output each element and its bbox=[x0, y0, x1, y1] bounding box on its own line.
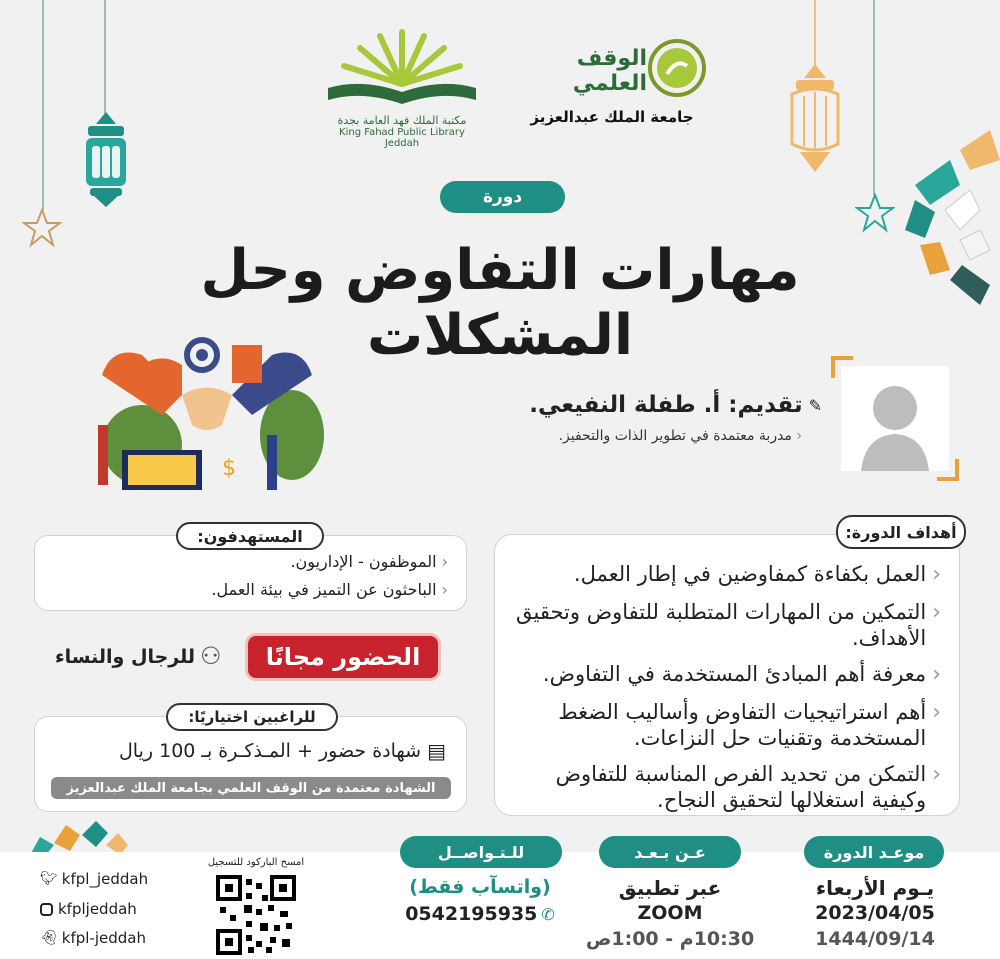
lantern-teal-icon bbox=[80, 112, 132, 207]
twitter-icon: 🐦︎ bbox=[40, 871, 58, 887]
handshake-illustration-icon bbox=[82, 325, 332, 500]
star-string bbox=[42, 0, 44, 210]
remote-app-label: عبر تطبيق bbox=[618, 876, 722, 900]
lantern-string bbox=[814, 0, 816, 68]
social-instagram[interactable]: kfpljeddah bbox=[40, 900, 137, 918]
audience-item: ‹ الموظفون - الإداريون. bbox=[290, 552, 448, 571]
presenter-photo-frame bbox=[831, 356, 959, 481]
svg-text:$: $ bbox=[222, 456, 236, 481]
social-twitter[interactable]: 🐦︎ kfpl_jeddah bbox=[40, 870, 149, 888]
waqf-emblem-icon bbox=[647, 38, 707, 98]
social-snapchat[interactable]: 👻︎ kfpl-jeddah bbox=[40, 929, 146, 947]
star-icon bbox=[22, 208, 62, 248]
presenter-name: تقديم: أ. طفلة النفيعي. bbox=[529, 392, 803, 418]
course-badge: دورة bbox=[440, 181, 565, 213]
qr-code[interactable] bbox=[216, 875, 296, 955]
waqf-logo bbox=[522, 36, 707, 136]
qr-code-icon bbox=[216, 875, 296, 955]
optional-title: للراغبين اختياريًا: bbox=[166, 703, 338, 731]
goal-item: ‹ معرفة أهم المبادئ المستخدمة في التفاوض. bbox=[542, 662, 941, 687]
audience-item: ‹ الباحثون عن التميز في بيئة العمل. bbox=[211, 580, 448, 599]
lantern-string bbox=[104, 0, 106, 118]
snapchat-icon: 👻︎ bbox=[40, 930, 58, 946]
remote-time: 10:30م - 1:00ص bbox=[585, 928, 755, 950]
offer-row bbox=[119, 739, 446, 763]
people-icon: ⚇ bbox=[200, 642, 222, 670]
offer-text: شهادة حضور + المـذكـرة بـ 100 ريال bbox=[119, 740, 422, 762]
waqf-name: الوقف العلمي bbox=[572, 46, 647, 96]
presenter-row bbox=[460, 392, 822, 418]
phone-number[interactable]: 0542195935 bbox=[405, 903, 538, 925]
schedule-day: يـوم الأربعاء bbox=[815, 876, 935, 900]
library-logo bbox=[322, 26, 482, 149]
goals-list bbox=[501, 561, 941, 823]
geometric-pattern-small-icon bbox=[20, 815, 130, 855]
free-attendance-badge: الحضور مجانًا bbox=[248, 636, 438, 678]
avatar bbox=[841, 366, 949, 471]
contact-title: للـتـواصــل bbox=[400, 836, 562, 868]
phone-row[interactable] bbox=[395, 903, 565, 925]
remote-title: عـن بـعـد bbox=[599, 836, 741, 868]
lantern-gold-icon bbox=[786, 64, 844, 174]
instagram-icon bbox=[40, 903, 53, 916]
certificate-icon: ▤ bbox=[427, 739, 446, 763]
star-string bbox=[873, 0, 875, 195]
schedule-date-hijri: 1444/09/14 bbox=[815, 928, 935, 950]
schedule-title: موعـد الدورة bbox=[804, 836, 944, 868]
goal-item: ‹ العمل بكفاءة كمفاوضين في إطار العمل. bbox=[573, 562, 941, 587]
university-name: جامعة الملك عبدالعزيز bbox=[530, 108, 694, 126]
pen-icon: ✎ bbox=[808, 395, 822, 415]
goals-card bbox=[494, 534, 960, 816]
star-teal-icon bbox=[855, 193, 895, 233]
presenter-role: ‹ مدربة معتمدة في تطوير الذات والتحفيز. bbox=[558, 428, 802, 444]
goal-item: ‹ التمكين من المهارات المتطلبة للتفاوض وتحقيق الأهداف. bbox=[516, 600, 941, 650]
certificate-note: الشهادة معتمدة من الوقف العلمي بجامعة الملك عبدالعزيز bbox=[51, 777, 451, 799]
goal-item: ‹ أهم استراتيجيات التفاوض وأساليب الضغط المستخدمة وتقنيات حل النزاعات. bbox=[558, 700, 941, 750]
remote-app: ZOOM bbox=[637, 902, 703, 924]
library-book-icon bbox=[322, 26, 482, 104]
library-name-en: King Fahad Public Library Jeddah bbox=[339, 127, 465, 149]
goal-item: ‹ التمكن من تحديد الفرص المناسبة للتفاوض وكيفية استغلالها لتحقيق النجاح. bbox=[555, 762, 941, 812]
qr-label: امسح الباركود للتسجيل bbox=[207, 857, 305, 868]
whatsapp-icon: ✆ bbox=[541, 904, 555, 924]
page-title: مهارات التفاوض وحل المشكلات bbox=[200, 238, 800, 368]
whatsapp-note: (واتسآب فقط) bbox=[409, 876, 551, 898]
gender-note: للرجال والنساء bbox=[54, 646, 195, 668]
schedule-date-gregorian: 2023/04/05 bbox=[815, 902, 935, 924]
library-name-ar: مكتبة الملك فهد العامة بجدة bbox=[337, 114, 467, 127]
goals-title: أهداف الدورة: bbox=[836, 515, 966, 549]
audience-title: المستهدفون: bbox=[176, 522, 324, 550]
person-placeholder-icon bbox=[841, 366, 949, 471]
